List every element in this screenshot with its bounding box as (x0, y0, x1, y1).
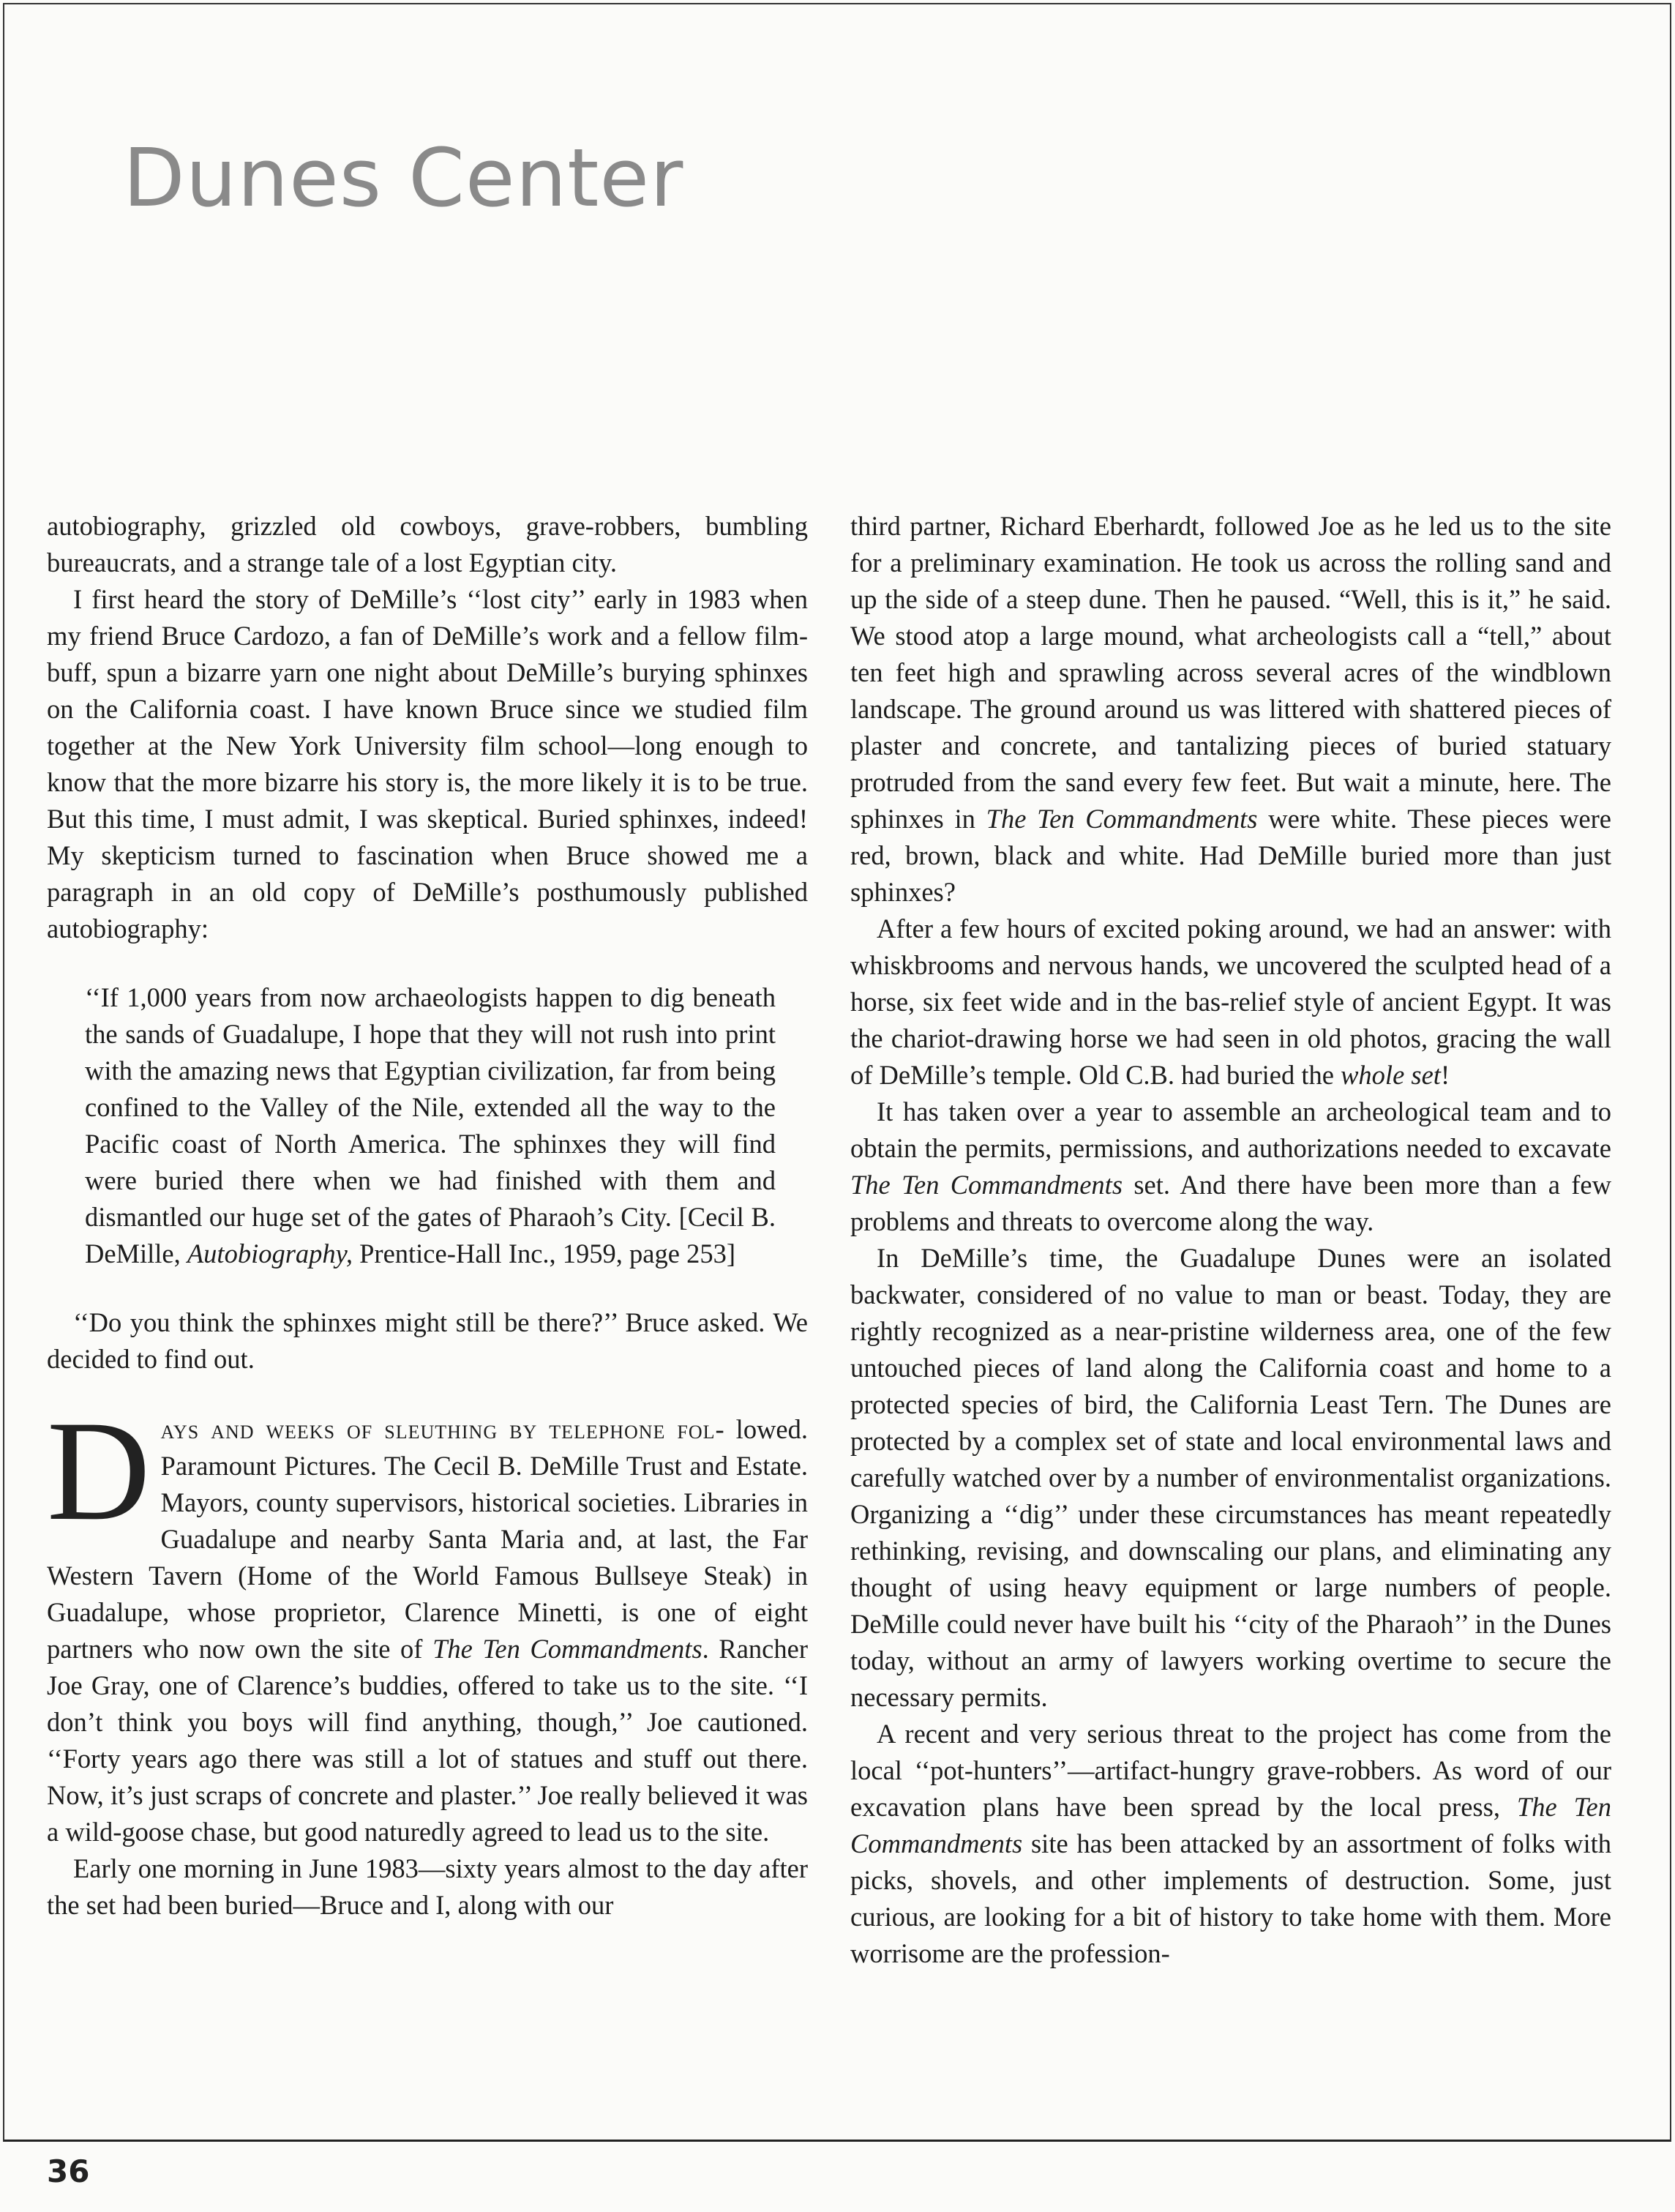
quote-book-title: Autobiography, (187, 1238, 353, 1268)
film-title: The Ten Commandments (850, 1170, 1123, 1200)
lead-in-smallcaps: ays and weeks of sleuthing by telephone fol- (160, 1414, 725, 1444)
paragraph: I first heard the story of DeMille’s ‘‘lost city’’ early in 1983 when my friend Bruce Cardozo, a fan of DeMille’s work and a fellow film-buff, spun a bizarre yarn one night about DeMille’s burying sphinxes on the California coast. I have known Bruce since we studied film together at the New York University film school—long enough to know that the more bizarre his story is, the more likely it is to be true. But this time, I must admit, I was skeptical. Buried sphinxes, indeed! My skepticism turned to fascination when Bruce showed me a paragraph in an old copy of DeMille’s posthumously published autobiography: (47, 584, 808, 944)
paragraph-text: lowed. Paramount Pictures. The Cecil B. DeMille Trust and Estate. Mayors, county supervisors, historical societies. Libraries in Guadalupe and nearby Santa Maria and, at last, the Far Western Tavern (Home of the World Famous Bullseye Steak) in Guadalupe, whose proprietor, Clarence Minetti, is one of eight partners who now own the site of (47, 1414, 808, 1664)
paragraph-text: It has taken over a year to assemble an archeological team and to obtain the permits, permissions, and authorizations needed to excavate (850, 1096, 1611, 1163)
drop-cap: D (47, 1391, 151, 1550)
paragraph-text: site has been attacked by an assortment of folks with picks, shovels, and other implements of destruction. Some, just curious, are looking for a bit of history to take home with them. More worrisome are the profession- (850, 1828, 1611, 1968)
paragraph: ‘‘Do you think the sphinxes might still be there?’’ Bruce asked. We decided to find out. (47, 1307, 808, 1374)
paragraph (850, 1716, 1611, 1972)
paragraph (850, 911, 1611, 1094)
emphasis-text: whole set (1341, 1060, 1441, 1090)
page-title: Dunes Center (123, 131, 684, 225)
paragraph: autobiography, grizzled old cowboys, grave-robbers, bumbling bureaucrats, and a strange tale of a lost Egyptian city. (47, 511, 808, 578)
paragraph-text: set. And there have been more than a few problems and threats to overcome along the way. (850, 1170, 1611, 1236)
paragraph: Early one morning in June 1983—sixty years almost to the day after the set had been buried—Bruce and I, along with our (47, 1853, 808, 1920)
paragraph (850, 508, 1611, 911)
paragraph: In DeMille’s time, the Guadalupe Dunes were an isolated backwater, considered of no value to man or beast. Today, they are rightly recognized as a near-pristine wilderness area, one of the few untouched pieces of land along the California coast and home to a protected species of bird, the California Least Tern. The Dunes are protected by a complex set of state and local environmental laws and carefully watched over by a number of environmentalist organizations. Organizing a ‘‘dig’’ under these circumstances has meant repeatedly rethinking, revising, and downscaling our plans, and eliminating any thought of using heavy equipment or large numbers of people. DeMille could never have built his ‘‘city of the Pharaoh’’ in the Dunes today, without an army of lawyers working overtime to secure the necessary permits. (850, 1243, 1611, 1712)
paragraph-text: ! (1440, 1060, 1450, 1090)
film-title: The Ten Commandments (850, 1792, 1611, 1858)
paragraph (850, 1094, 1611, 1240)
right-column (850, 508, 1611, 1972)
block-quote (85, 979, 776, 1272)
dropcap-paragraph (47, 1391, 808, 1850)
quote-citation: Prentice-Hall Inc., 1959, page 253] (352, 1238, 735, 1268)
paragraph-text: A recent and very serious threat to the project has come from the local ‘‘pot-hunters’’—artifact-hungry grave-robbers. As word of our excavation plans have been spread by the local press, (850, 1719, 1611, 1822)
film-title: The Ten Commandments (986, 804, 1258, 834)
paragraph-text: After a few hours of excited poking around, we had an answer: with whiskbrooms and nervous hands, we uncovered the sculpted head of a horse, six feet wide and in the bas-relief style of ancient Egypt. It was the chariot-drawing horse we had seen in old photos, gracing the wall of DeMille’s temple. Old C.B. had buried the (850, 913, 1611, 1090)
paragraph-text: . Rancher Joe Gray, one of Clarence’s buddies, offered to take us to the site. ‘‘I don’t think you boys will find anything, though,’’ Joe cautioned. ‘‘Forty years ago there was still a lot of statues and stuff out there. Now, it’s just scraps of concrete and plaster.’’ Joe really believed it was a wild-goose chase, but good naturedly agreed to lead us to the site. (47, 1634, 808, 1847)
quote-text: ‘‘If 1,000 years from now archaeologists happen to dig beneath the sands of Guadalupe, I hope that they will not rush into print with the amazing news that Egyptian civilization, far from being confined to the Valley of the Nile, extended all the way to the Pacific coast of North America. The sphinxes they will find were buried there when we had finished with them and dismantled our huge set of the gates of Pharaoh’s City. [Cecil B. DeMille, (85, 982, 776, 1268)
paragraph-text: third partner, Richard Eberhardt, followed Joe as he led us to the site for a preliminary examination. He took us across the rolling sand and up the side of a steep dune. Then he paused. “Well, this is it,” he said. We stood atop a large mound, what archeologists call a “tell,” about ten feet high and sprawling across several acres of the windblown landscape. The ground around us was littered with shattered pieces of plaster and concrete, and tantalizing pieces of buried statuary protruded from the sand every few feet. But wait a minute, here. The sphinxes in (850, 511, 1611, 834)
page-number: 36 (47, 2153, 90, 2189)
left-column (47, 508, 808, 1924)
paragraph-text: were white. These pieces were red, brown, black and white. Had DeMille buried more than just sphinxes? (850, 804, 1611, 907)
film-title: The Ten Commandments (432, 1634, 702, 1664)
